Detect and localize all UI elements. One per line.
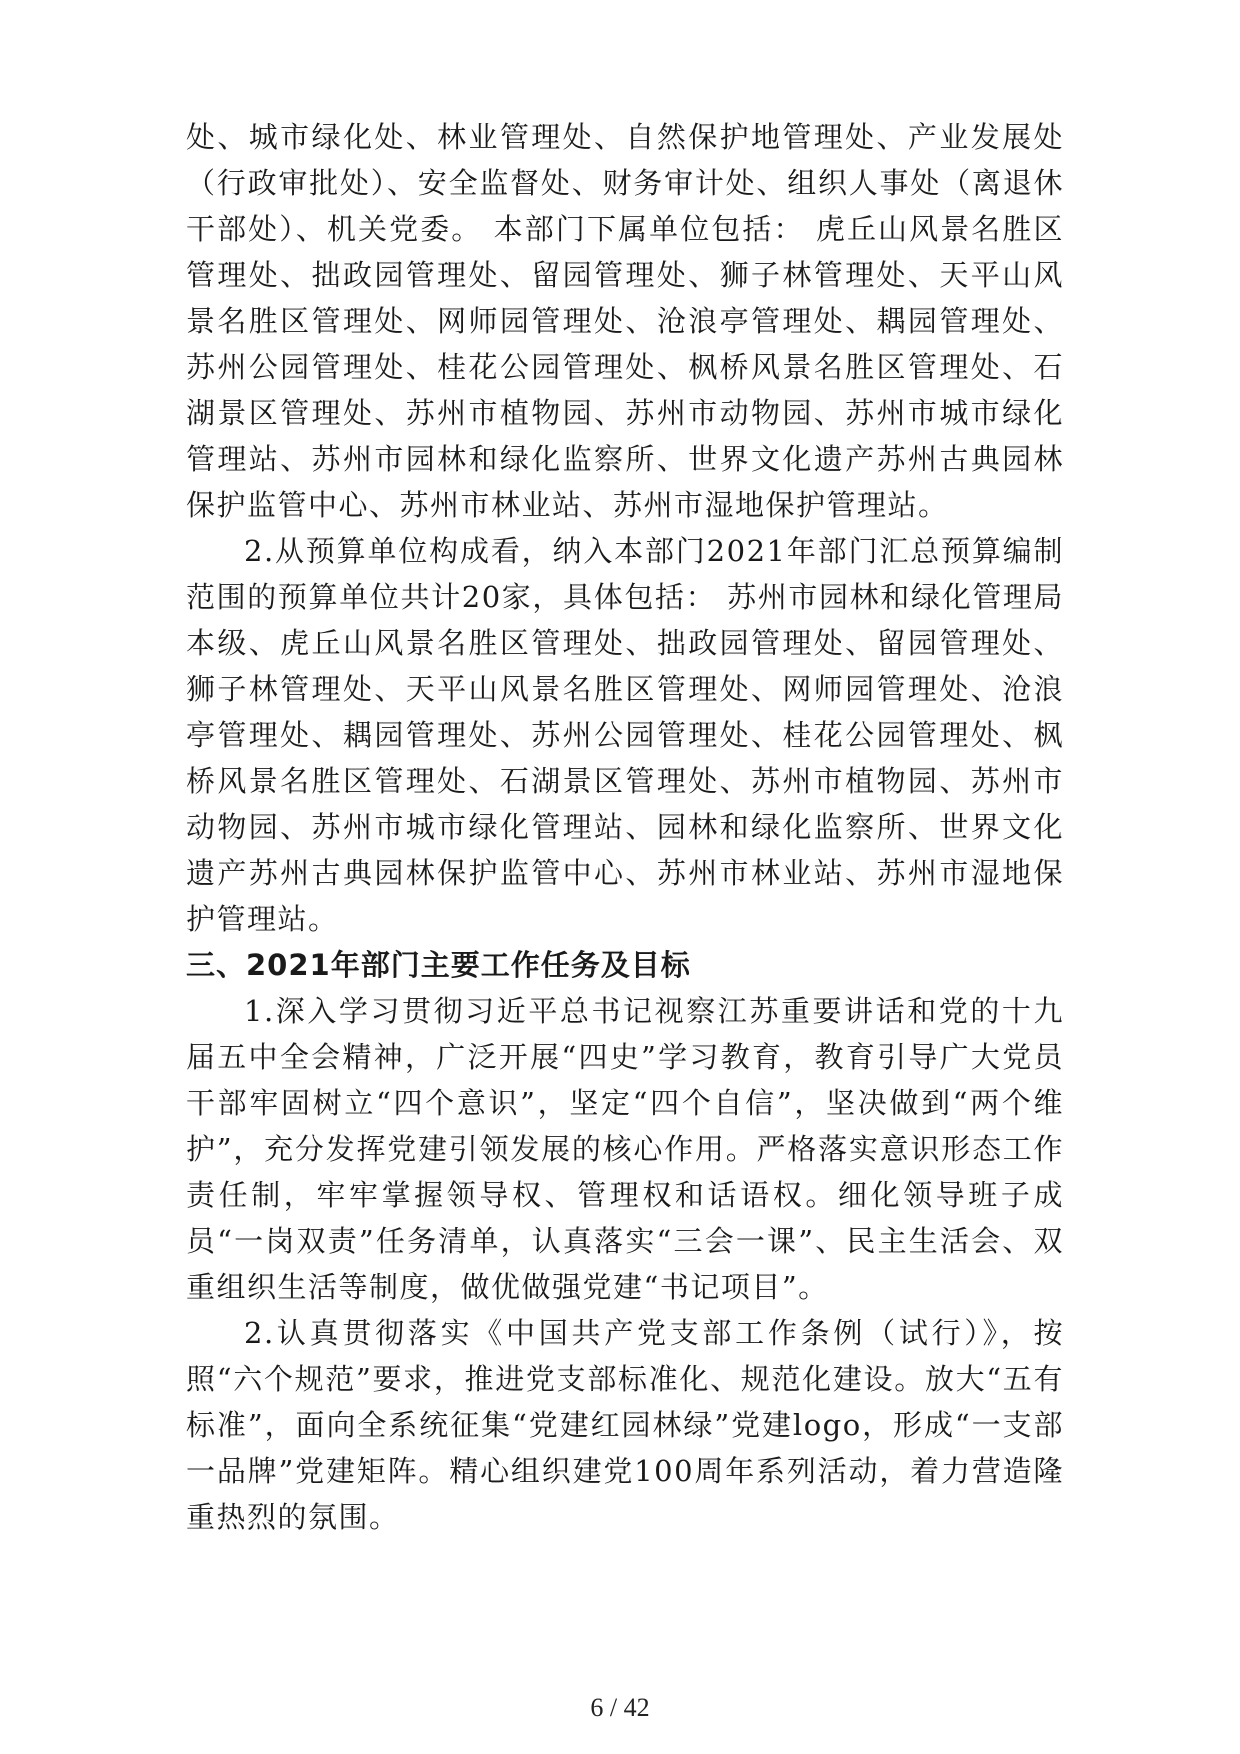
paragraph-task-1: 1.深入学习贯彻习近平总书记视察江苏重要讲话和党的十九届五中全会精神，广泛开展“四史”学习教育，教育引导广大党员干部牢固树立“四个意识”，坚定“四个自信”，坚决做到“两个维护”，充分发挥党建引领发展的核心作用。严格落实意识形态工作责任制，牢牢掌握领导权、管理权和话语权。细化领导班子成员“一岗双责”任务清单，认真落实“三会一课”、民主生活会、双重组织生活等制度，做优做强党建“书记项目”。 (186, 994, 1064, 1304)
paragraph-task-2: 2.认真贯彻落实《中国共产党支部工作条例（试行）》，按照“六个规范”要求，推进党支部标准化、规范化建设。放大“五有标准”，面向全系统征集“党建红园林绿”党建logo，形成“一支部一品牌”党建矩阵。精心组织建党100周年系列活动，着力营造隆重热烈的氛围。 (186, 1316, 1064, 1534)
page-number: 6 / 42 (590, 1693, 650, 1722)
paragraph-department-units: 处、城市绿化处、林业管理处、自然保护地管理处、产业发展处（行政审批处）、安全监督处、财务审计处、组织人事处（离退休干部处）、机关党委。 本部门下属单位包括： 虎丘山风景名胜区管理处、拙政园管理处、留园管理处、狮子林管理处、天平山风景名胜区管理处、网师园管理处、沧浪亭管理处、耦园管理处、苏州公园管理处、桂花公园管理处、枫桥风景名胜区管理处、石湖景区管理处、苏州市植物园、苏州市动物园、苏州市城市绿化管理站、苏州市园林和绿化监察所、世界文化遗产苏州古典园林保护监管中心、苏州市林业站、苏州市湿地保护管理站。 (186, 120, 1064, 522)
paragraph-budget-units: 2.从预算单位构成看，纳入本部门2021年部门汇总预算编制范围的预算单位共计20家，具体包括： 苏州市园林和绿化管理局本级、虎丘山风景名胜区管理处、拙政园管理处、留园管理处、狮子林管理处、天平山风景名胜区管理处、网师园管理处、沧浪亭管理处、耦园管理处、苏州公园管理处、桂花公园管理处、枫桥风景名胜区管理处、石湖景区管理处、苏州市植物园、苏州市动物园、苏州市城市绿化管理站、园林和绿化监察所、世界文化遗产苏州古典园林保护监管中心、苏州市林业站、苏州市湿地保护管理站。 (186, 534, 1064, 936)
section-heading-tasks: 三、2021年部门主要工作任务及目标 (186, 948, 691, 982)
document-body (186, 114, 1064, 1540)
